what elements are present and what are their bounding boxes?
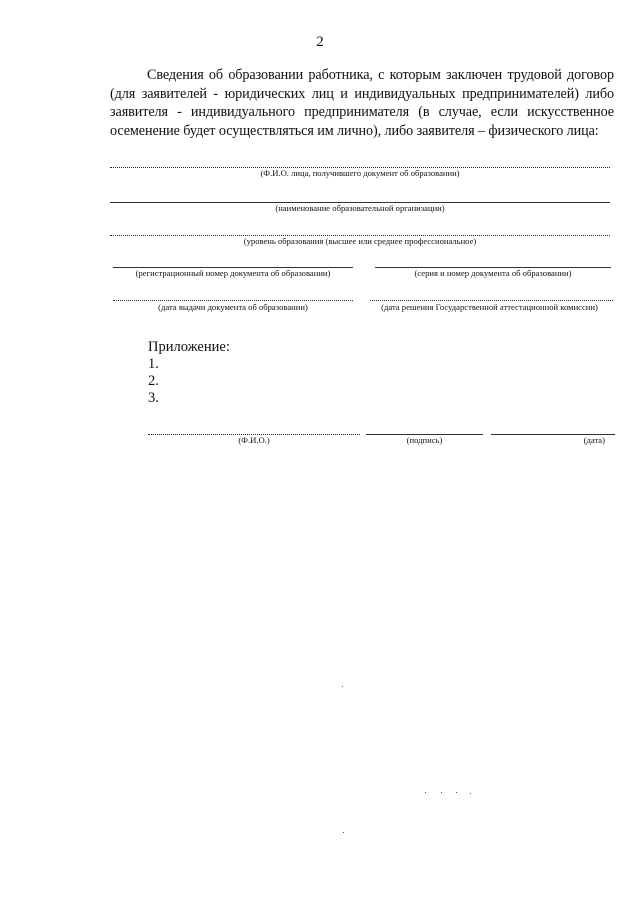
fio-holder-caption: (Ф.И.О. лица, получившего документ об образовании): [260, 168, 460, 178]
commission-date-line: [370, 300, 613, 301]
annex-item: 2.: [148, 373, 159, 389]
reg-number-caption: (регистрационный номер документа об образовании): [135, 268, 331, 278]
scan-speck: [343, 832, 344, 833]
annex-item: 3.: [148, 390, 159, 406]
annex-block: [148, 339, 230, 407]
scan-speck: [425, 792, 426, 793]
signature-date-caption: (дата): [583, 435, 605, 445]
page-number: 2: [316, 34, 324, 50]
intro-text: Сведения об образовании работника, с которым заключен трудовой договор (для заявителей - юридических лиц и индивидуальных предпринимателей) либо заявителя - индивидуального предпринимателя (в случае, если искусственное осеменение будет осуществляться им лично), либо заявителя – физического лица:: [110, 67, 614, 139]
annex-title: Приложение:: [148, 339, 230, 355]
institution-caption: (наименование образовательной организации): [275, 203, 445, 213]
issue-date-caption: (дата выдачи документа об образовании): [158, 302, 308, 312]
commission-date-caption: (дата решения Государственной аттестационной комиссии): [381, 302, 598, 312]
scan-speck: [441, 792, 442, 793]
scan-speck: [342, 686, 343, 687]
issue-date-line: [113, 300, 353, 301]
education-level-caption: (уровень образования (высшее или среднее профессиональное): [243, 236, 477, 246]
signature-fio-caption: (Ф.И.О.): [238, 435, 270, 445]
scan-speck: [456, 792, 457, 793]
intro-paragraph: [110, 66, 614, 140]
series-number-caption: (серия и номер документа об образовании): [414, 268, 572, 278]
signature-sign-caption: (подпись): [406, 435, 443, 445]
scan-speck: [470, 793, 471, 794]
annex-item: 1.: [148, 356, 159, 372]
